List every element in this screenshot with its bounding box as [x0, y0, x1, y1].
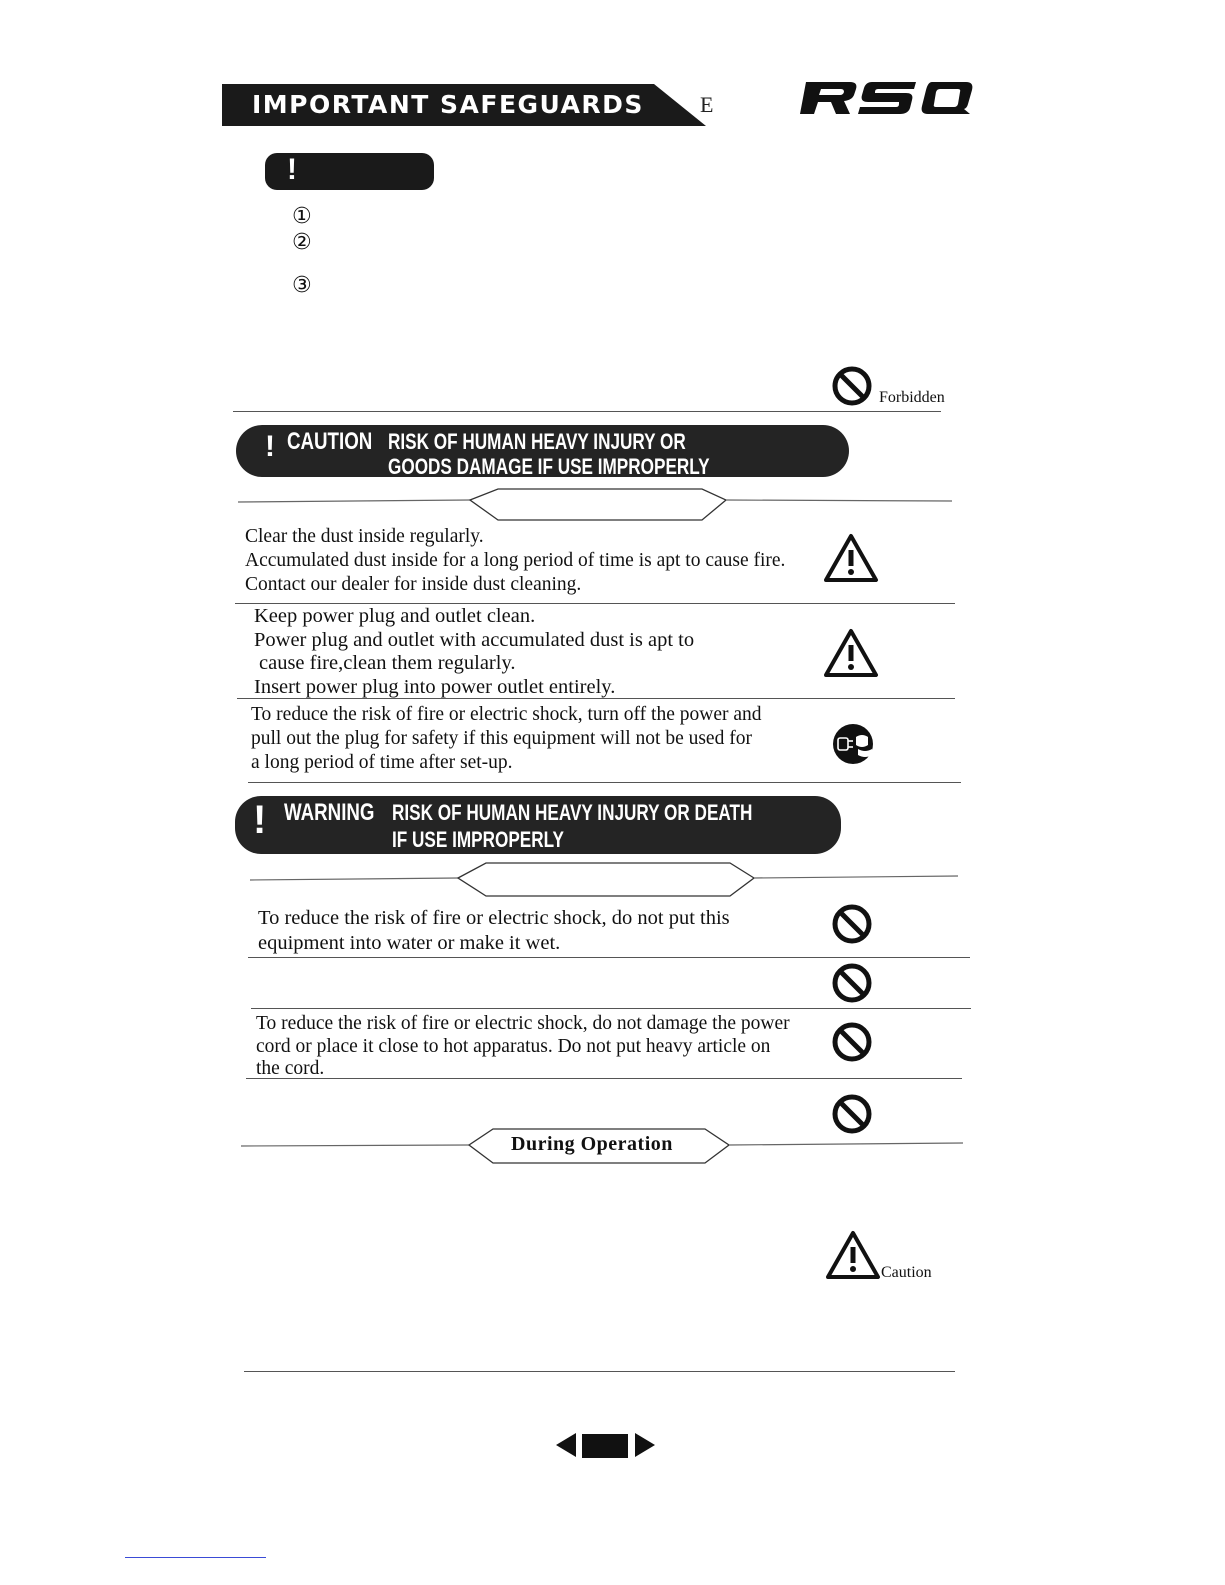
- caution-exclamation-icon: !: [265, 430, 275, 463]
- divider: [235, 603, 955, 604]
- divider: [246, 1078, 962, 1079]
- item-number-2: ②: [292, 230, 312, 255]
- divider: [233, 411, 941, 412]
- notice-exclamation-icon: !: [287, 153, 297, 186]
- caution-label: CAUTION: [287, 428, 373, 455]
- caution-subsection-tag: [238, 486, 952, 524]
- divider: [244, 1371, 955, 1372]
- caution-item-1-text: Clear the dust inside regularly. Accumulated dust inside for a long period of time is apt to cause fire. Contact our dealer for inside dust cleaning.: [245, 526, 786, 595]
- unplug-icon: [832, 723, 876, 765]
- warning-item-1-text: To reduce the risk of fire or electric shock, do not put this equipment into water or make it wet.: [258, 907, 730, 954]
- caution-triangle-icon: [823, 628, 879, 678]
- forbidden-icon: [830, 961, 874, 1005]
- divider: [237, 698, 955, 699]
- warning-subsection-tag: [250, 860, 958, 900]
- caution-risk-line-1: RISK OF HUMAN HEAVY INJURY OR: [388, 429, 686, 454]
- caution-triangle-icon: [825, 1230, 881, 1280]
- caution-risk-line-2: GOODS DAMAGE IF USE IMPROPERLY: [388, 454, 710, 479]
- warning-exclamation-icon: !: [253, 798, 267, 842]
- warning-risk-line-2: IF USE IMPROPERLY: [392, 827, 564, 852]
- item-number-1: ①: [292, 204, 312, 229]
- warning-item-3-text: To reduce the risk of fire or electric shock, do not damage the power cord or place it close to hot apparatus. Do not put heavy article on the cord.: [256, 1013, 790, 1079]
- caution-item-3-text: To reduce the risk of fire or electric shock, turn off the power and pull out the plug for safety if this equipment will not be used for a long period of time after set-up.: [251, 704, 762, 773]
- warning-risk-line-1: RISK OF HUMAN HEAVY INJURY OR DEATH: [392, 800, 753, 825]
- warning-label: WARNING: [284, 799, 375, 826]
- forbidden-icon: [830, 902, 874, 946]
- next-page-arrow-icon[interactable]: [635, 1433, 655, 1457]
- forbidden-icon: [830, 364, 874, 408]
- brand-logo: [798, 80, 978, 116]
- header-title: IMPORTANT SAFEGUARDS: [252, 90, 644, 119]
- operation-title: During Operation: [511, 1133, 673, 1155]
- caution-triangle-icon: [823, 533, 879, 583]
- caution-item-2-text: Keep power plug and outlet clean. Power plug and outlet with accumulated dust is apt to cause fire,clean them regularly. Insert power plug into power outlet entirely.: [254, 605, 695, 698]
- page-number-box: [582, 1434, 628, 1458]
- item-number-3: ③: [292, 273, 312, 298]
- divider: [248, 957, 970, 958]
- divider: [251, 1008, 971, 1009]
- page-navigator[interactable]: [556, 1432, 656, 1460]
- caution-label: Caution: [881, 1264, 932, 1281]
- prev-page-arrow-icon[interactable]: [556, 1433, 576, 1457]
- header-cut-letter: E: [700, 92, 714, 117]
- link-underline: [125, 1557, 266, 1558]
- divider: [248, 782, 961, 783]
- forbidden-icon: [830, 1020, 874, 1064]
- forbidden-label: Forbidden: [879, 389, 945, 406]
